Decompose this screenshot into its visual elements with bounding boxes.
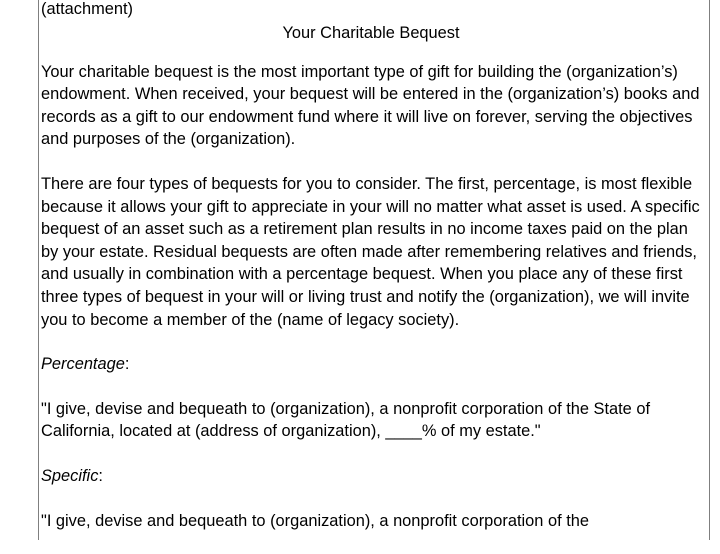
percentage-bequest-quote: "I give, devise and bequeath to (organization), a nonprofit corporation of the State of California, located at (address of organization), ____% of my estate." (41, 399, 651, 441)
paragraph-bequest-types: There are four types of bequests for you to consider. The first, percentage, is most flexible because it allows your gift to appreciate in your will no matter what asset is used. A specific bequest of an asset such as a retirement plan results in no income taxes paid on the plan by your estate. Residual bequests are often made after remembering relatives and friends, and usually in combination with a percentage bequest. When you place any of these first three types of bequest in your will or living trust and notify the (organization), we will invite you to become a member of the (name of legacy society). (41, 174, 700, 329)
document-body (41, 0, 701, 554)
attachment-label: (attachment) (41, 0, 134, 18)
specific-colon: : (98, 466, 103, 485)
paragraph-intro: Your charitable bequest is the most important type of gift for building the (organization’s) endowment. When received, your bequest will be entered in the (organization’s) books and records as a gift to our endowment fund where it will live on forever, serving the objectives and purposes of the (organization). (41, 62, 700, 149)
specific-label: Specific (41, 466, 99, 485)
percentage-heading (41, 353, 701, 376)
page-right-border (709, 0, 710, 540)
percentage-colon: : (124, 355, 130, 374)
percentage-label: Percentage (41, 355, 125, 374)
specific-heading (41, 465, 701, 488)
specific-bequest-quote: "I give, devise and bequeath to (organization), a nonprofit corporation of the (41, 511, 589, 530)
document-title: Your Charitable Bequest (282, 24, 460, 42)
page-left-border (38, 0, 39, 540)
